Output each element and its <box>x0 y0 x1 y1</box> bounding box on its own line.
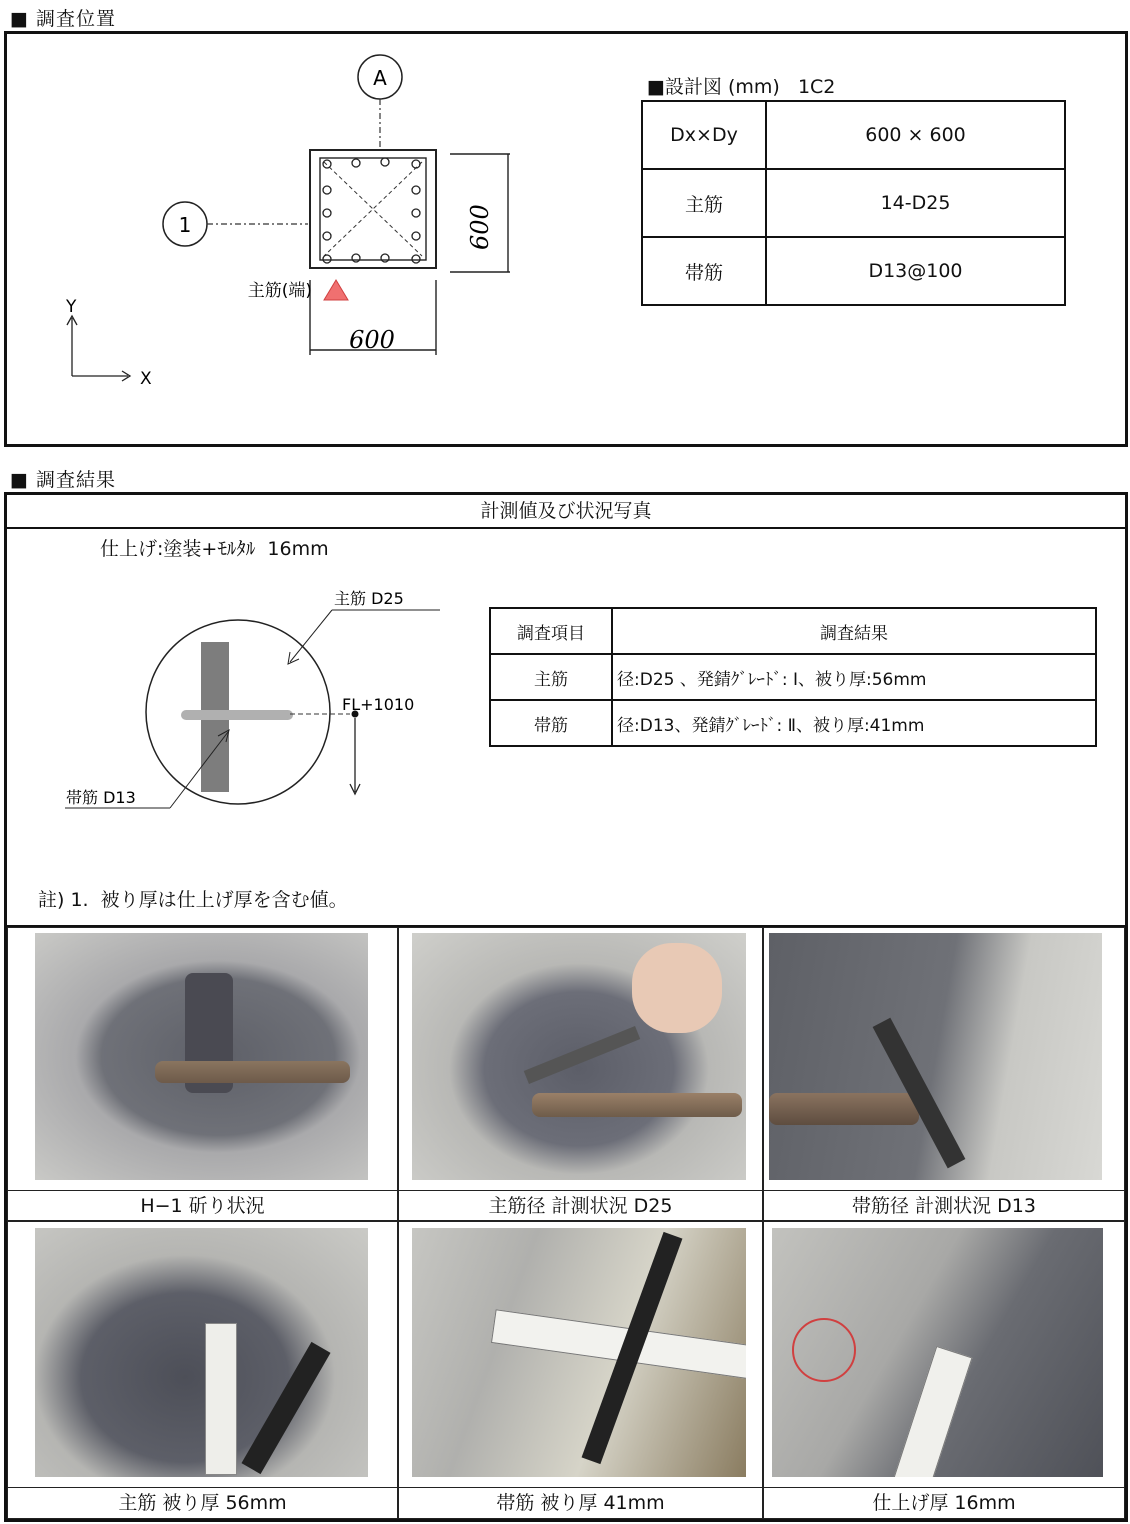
photo-hoop-cover <box>412 1228 746 1477</box>
results-col1: 調査項目 <box>490 608 612 654</box>
photo-chipping <box>35 933 368 1180</box>
results-item: 帯筋 <box>490 700 612 746</box>
fl-label: FL+1010 <box>342 695 415 714</box>
section1-title: ■ 調査位置 <box>10 8 116 30</box>
main-bar-end-label: 主筋(端) <box>247 281 312 301</box>
photo-caption: 帯筋 被り厚 41mm <box>496 1492 665 1514</box>
results-col2: 調査結果 <box>612 608 1096 654</box>
section-diagram <box>50 570 470 830</box>
main-bar-label: 主筋 D25 <box>334 589 404 608</box>
design-value: D13@100 <box>766 237 1065 305</box>
design-row <box>642 101 1065 169</box>
photo-hoop-diameter <box>769 933 1102 1180</box>
photo-caption: H−1 斫り状況 <box>140 1195 265 1217</box>
design-row <box>642 237 1065 305</box>
results-table <box>489 607 1097 747</box>
design-label: 主筋 <box>642 169 766 237</box>
grid-a-label: A <box>373 66 387 90</box>
axis-x-label: X <box>140 369 152 389</box>
dim-x-label: 600 <box>349 326 395 354</box>
results-header: 計測値及び状況写真 <box>7 495 1125 529</box>
design-label: Dx×Dy <box>642 101 766 169</box>
dim-y-label: 600 <box>466 204 494 250</box>
finish-text: 仕上げ:塗装+ﾓﾙﾀﾙ 16mm <box>100 538 329 560</box>
section2-title: ■ 調査結果 <box>10 469 116 491</box>
main-bar-end-marker <box>324 280 348 300</box>
results-value: 径:D25 、発錆ｸﾞﾚｰﾄﾞ: Ⅰ、被り厚:56mm <box>612 654 1096 700</box>
results-row <box>490 654 1096 700</box>
results-row <box>490 700 1096 746</box>
results-item: 主筋 <box>490 654 612 700</box>
design-value: 14-D25 <box>766 169 1065 237</box>
photo-finish-thickness <box>772 1228 1103 1477</box>
photo-caption: 主筋径 計測状況 D25 <box>488 1195 673 1217</box>
photo-main-bar-cover <box>35 1228 368 1477</box>
photo-caption: 仕上げ厚 16mm <box>872 1492 1016 1514</box>
photo-caption: 主筋 被り厚 56mm <box>118 1492 287 1514</box>
grid-1-label: 1 <box>178 213 192 237</box>
photo-caption: 帯筋径 計測状況 D13 <box>852 1195 1036 1217</box>
axis-y-label: Y <box>66 297 77 317</box>
design-table <box>641 100 1066 306</box>
design-label: 帯筋 <box>642 237 766 305</box>
results-value: 径:D13、発錆ｸﾞﾚｰﾄﾞ: Ⅱ、被り厚:41mm <box>612 700 1096 746</box>
results-header-row <box>490 608 1096 654</box>
design-value: 600 × 600 <box>766 101 1065 169</box>
photo-main-bar-diameter <box>412 933 746 1180</box>
note-text: 註) 1. 被り厚は仕上げ厚を含む値。 <box>38 889 348 911</box>
design-row <box>642 169 1065 237</box>
design-title: ■設計図 (mm) 1C2 <box>647 76 836 98</box>
column-plan-sketch <box>40 50 600 440</box>
hoop-label: 帯筋 D13 <box>66 788 136 807</box>
